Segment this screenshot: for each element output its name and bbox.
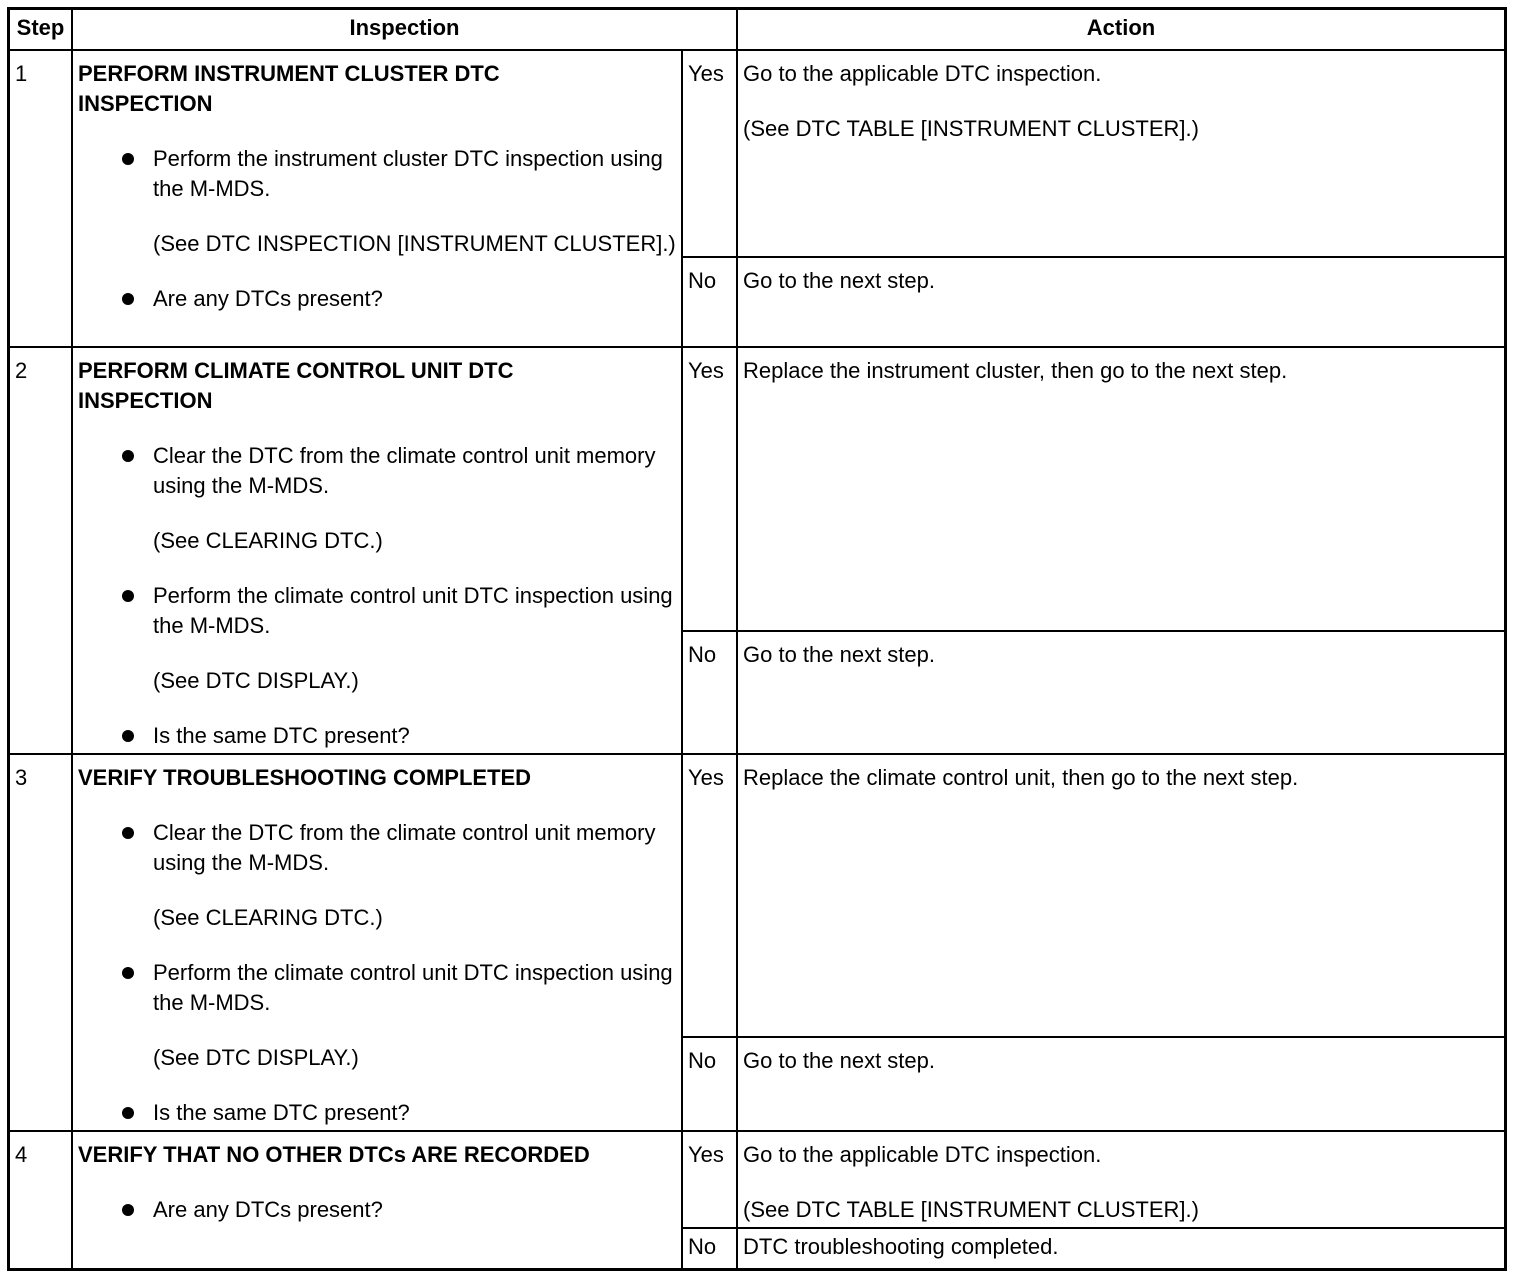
no-action: Go to the next step.	[743, 268, 936, 293]
step-title: PERFORM INSTRUMENT CLUSTER DTC INSPECTION	[78, 61, 500, 116]
no-label: No	[688, 1048, 717, 1073]
step-title: PERFORM CLIMATE CONTROL UNIT DTC INSPECTION	[78, 358, 514, 413]
reference-link[interactable]: (See DTC INSPECTION [INSTRUMENT CLUSTER].)	[153, 231, 676, 256]
bullet-item: Perform the instrument cluster DTC inspection using the M-MDS.	[78, 144, 681, 204]
bullet-item: Are any DTCs present?	[78, 284, 681, 314]
yes-action: Replace the instrument cluster, then go to the next step.	[743, 358, 1288, 383]
no-label: No	[688, 1234, 717, 1259]
bullet-item: Are any DTCs present?	[78, 1195, 681, 1225]
header-inspection: Inspection	[349, 15, 460, 40]
reference-link[interactable]: (See CLEARING DTC.)	[153, 905, 383, 930]
inspection-cell	[73, 1132, 681, 1268]
step-title: VERIFY TROUBLESHOOTING COMPLETED	[78, 765, 532, 790]
header-step: Step	[16, 15, 65, 40]
yes-label: Yes	[688, 765, 724, 790]
yes-action: Replace the climate control unit, then go to the next step.	[743, 765, 1299, 790]
no-label: No	[688, 268, 717, 293]
yes-action: Go to the applicable DTC inspection. (See DTC TABLE [INSTRUMENT CLUSTER].)	[738, 1132, 1504, 1227]
yes-label: Yes	[688, 61, 724, 86]
reference-link[interactable]: (See DTC TABLE [INSTRUMENT CLUSTER].)	[743, 1197, 1199, 1222]
troubleshooting-table	[7, 7, 1507, 1271]
no-action: Go to the next step.	[743, 1048, 936, 1073]
reference-link[interactable]: (See CLEARING DTC.)	[153, 528, 383, 553]
yes-action: Go to the applicable DTC inspection. (See DTC TABLE [INSTRUMENT CLUSTER].)	[738, 51, 1504, 256]
step-number: 1	[15, 61, 28, 86]
reference-link[interactable]: (See DTC DISPLAY.)	[153, 1045, 359, 1070]
bullet-item: Is the same DTC present?	[78, 1098, 681, 1128]
step-number: 2	[15, 358, 28, 383]
no-action: DTC troubleshooting completed.	[743, 1234, 1059, 1259]
yes-label: Yes	[688, 1142, 724, 1167]
inspection-cell	[73, 755, 681, 1130]
inspection-cell	[73, 51, 681, 346]
bullet-item: Clear the DTC from the climate control unit memory using the M-MDS.	[78, 818, 681, 878]
step-number: 3	[15, 765, 28, 790]
step-number: 4	[15, 1142, 28, 1167]
step-title: VERIFY THAT NO OTHER DTCs ARE RECORDED	[78, 1142, 590, 1167]
no-action: Go to the next step.	[743, 642, 936, 667]
header-action: Action	[1086, 15, 1156, 40]
bullet-item: Is the same DTC present?	[78, 721, 681, 751]
reference-link[interactable]: (See DTC TABLE [INSTRUMENT CLUSTER].)	[743, 116, 1199, 141]
bullet-item: Clear the DTC from the climate control unit memory using the M-MDS.	[78, 441, 681, 501]
reference-link[interactable]: (See DTC DISPLAY.)	[153, 668, 359, 693]
no-label: No	[688, 642, 717, 667]
bullet-item: Perform the climate control unit DTC inspection using the M-MDS.	[78, 958, 681, 1018]
bullet-item: Perform the climate control unit DTC inspection using the M-MDS.	[78, 581, 681, 641]
yes-label: Yes	[688, 358, 724, 383]
inspection-cell	[73, 348, 681, 753]
